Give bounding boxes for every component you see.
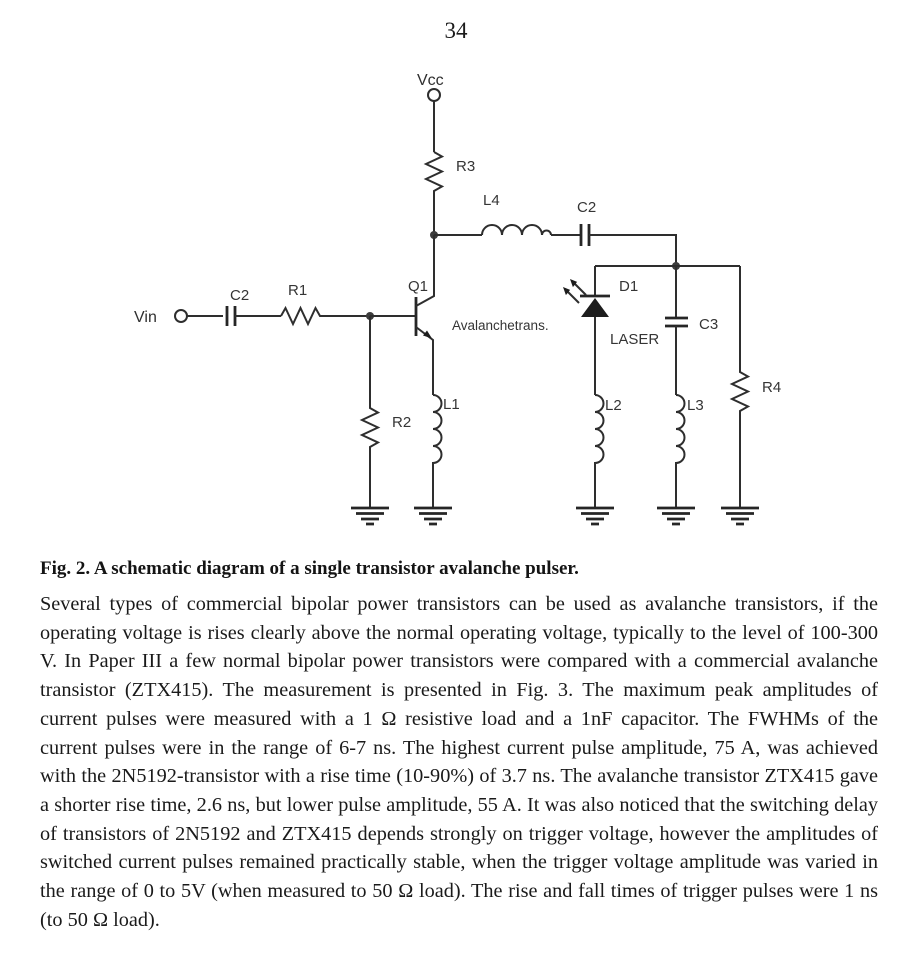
r1-label: R1 (288, 282, 308, 299)
laser-diode-d1 (563, 266, 659, 395)
ground-symbol-l1 (414, 508, 452, 524)
figure-caption: Fig. 2. A schematic diagram of a single transistor avalanche pulser. (40, 558, 579, 579)
ground-symbol-l3 (657, 508, 695, 524)
ground-symbol-r4 (721, 508, 759, 524)
ground-symbol-r2 (351, 508, 389, 524)
capacitor-c3 (665, 266, 718, 395)
vcc-label: Vcc (417, 72, 444, 89)
transistor-q1 (370, 235, 549, 395)
c2-top-label: C2 (577, 199, 597, 216)
ground-symbol-l2 (576, 508, 614, 524)
vcc-terminal (417, 72, 444, 152)
resistor-r1 (281, 282, 370, 324)
c3-label: C3 (699, 316, 719, 333)
d1-label: D1 (619, 278, 639, 295)
vin-terminal (134, 309, 223, 326)
resistor-r2 (362, 316, 411, 508)
r3-label: R3 (456, 158, 476, 175)
laser-label: LASER (610, 331, 660, 348)
inductor-l4 (434, 192, 581, 235)
inductor-l3 (676, 395, 704, 508)
l3-label: L3 (687, 397, 704, 414)
inductor-l1 (433, 395, 460, 508)
q1-description-label: Avalanchetrans. (452, 318, 549, 333)
page-number: 34 (444, 18, 468, 43)
c2-input-label: C2 (230, 287, 250, 304)
resistor-r3 (426, 152, 475, 235)
inductor-l2 (595, 395, 622, 508)
r4-label: R4 (762, 379, 782, 396)
l1-label: L1 (443, 396, 460, 413)
body-paragraph: Several types of commercial bipolar power transistors can be used as avalanche transistors, if the operating voltage is rises clearly above the normal operating voltage, typically to the level of 100-300 V. In Paper III a few normal bipolar power transistors were compared with a commercial avalanche transistor (ZTX415). The measurement is presented in Fig. 3. The maximum peak amplitudes of current pulses were measured with a 1 Ω resistive load and a 1nF capacitor. The FWHMs of the current pulses were in the range of 6-7 ns. The highest current pulse amplitude, 75 A, was achieved with the 2N5192-transistor with a rise time (10-90%) of 3.7 ns. The avalanche transistor ZTX415 gave a shorter rise time, 2.6 ns, but lower pulse amplitude, 55 A. It was also noticed that the switching delay of transistors of 2N5192 and ZTX415 depends strongly on trigger voltage, however the amplitudes of switched current pulses remained practically stable, when the trigger voltage amplitude was varied in the range of 0 to 5V (when measured to 50 Ω load). The rise and fall times of trigger pulses were 1 ns (to 50 Ω load). (40, 593, 878, 931)
l4-label: L4 (483, 192, 500, 209)
capacitor-c2-input (227, 287, 281, 326)
vin-label: Vin (134, 309, 157, 326)
r2-label: R2 (392, 414, 412, 431)
q1-label: Q1 (408, 278, 429, 295)
l2-label: L2 (605, 397, 622, 414)
light-emission-arrows (563, 279, 586, 303)
capacitor-c2-top (577, 199, 676, 266)
resistor-r4 (732, 266, 781, 508)
